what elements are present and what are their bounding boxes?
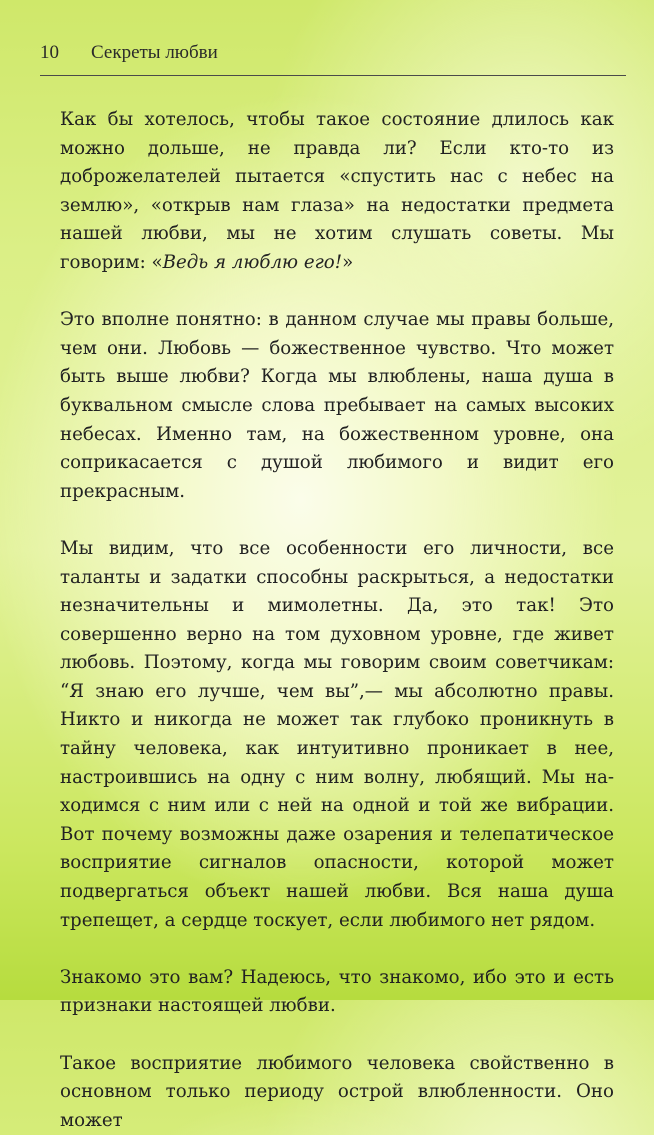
paragraph-text: Как бы хотелось, чтобы такое состояние длилось как можно дольше, не правда ли? Если кто-то из доброжелателей пытается «спустить нас с небес на землю», «открыв нам глаза» на недостатки предмета нашей любви, мы не хотим слушать советы. Мы говорим: « — [60, 109, 614, 273]
page-number: 10 — [40, 42, 59, 63]
body-text — [60, 106, 614, 1135]
italic-quote: Ведь я люблю его! — [162, 251, 343, 273]
paragraph-text-end: » — [342, 251, 354, 273]
paragraph — [60, 106, 614, 278]
running-title: Секреты любви — [91, 42, 218, 63]
paragraph: Такое восприятие любимого человека свойственно в основном только периоду острой влюбленности. Оно может — [60, 1052, 614, 1131]
paragraph: Мы видим, что все особенности его личности, все таланты и задатки способны раскрыться, а недостатки незначительны и мимолетны. Да, это так! Это совершенно верно на том духовном уровне, где живет любовь. Поэтому, когда мы говорим своим советчикам: “Я знаю его лучше, чем вы”,— мы абсолютно правы. Никто и никогда не может так глубоко проникнуть в тайну человека, как интуитивно проникает в нее, настроившись на одну с ним волну, любящий. Мы находимся с ним или с ней на одной и той же вибрации. Вот почему возможны даже озарения и телепатическое восприятие сигналов опасности, которой может подвергаться объект нашей любви. Вся наша душа трепещет, а сердце тоскует, если любимого нет рядом. — [60, 537, 614, 931]
paragraph: Это вполне понятно: в данном случае мы правы больше, чем они. Любовь — божественное чувство. Что может быть выше любви? Когда мы влюблены, наша душа в буквальном смысле слова пребывает на самых высоких небесах. Именно там, на божественном уровне, она соприкасается с душой любимого и видит его прекрасным. — [60, 309, 614, 502]
page-header — [40, 42, 626, 72]
header-divider — [40, 75, 626, 76]
paragraph: Знакомо это вам? Надеюсь, что знакомо, ибо это и есть признаки настоящей любви. — [60, 966, 614, 1017]
